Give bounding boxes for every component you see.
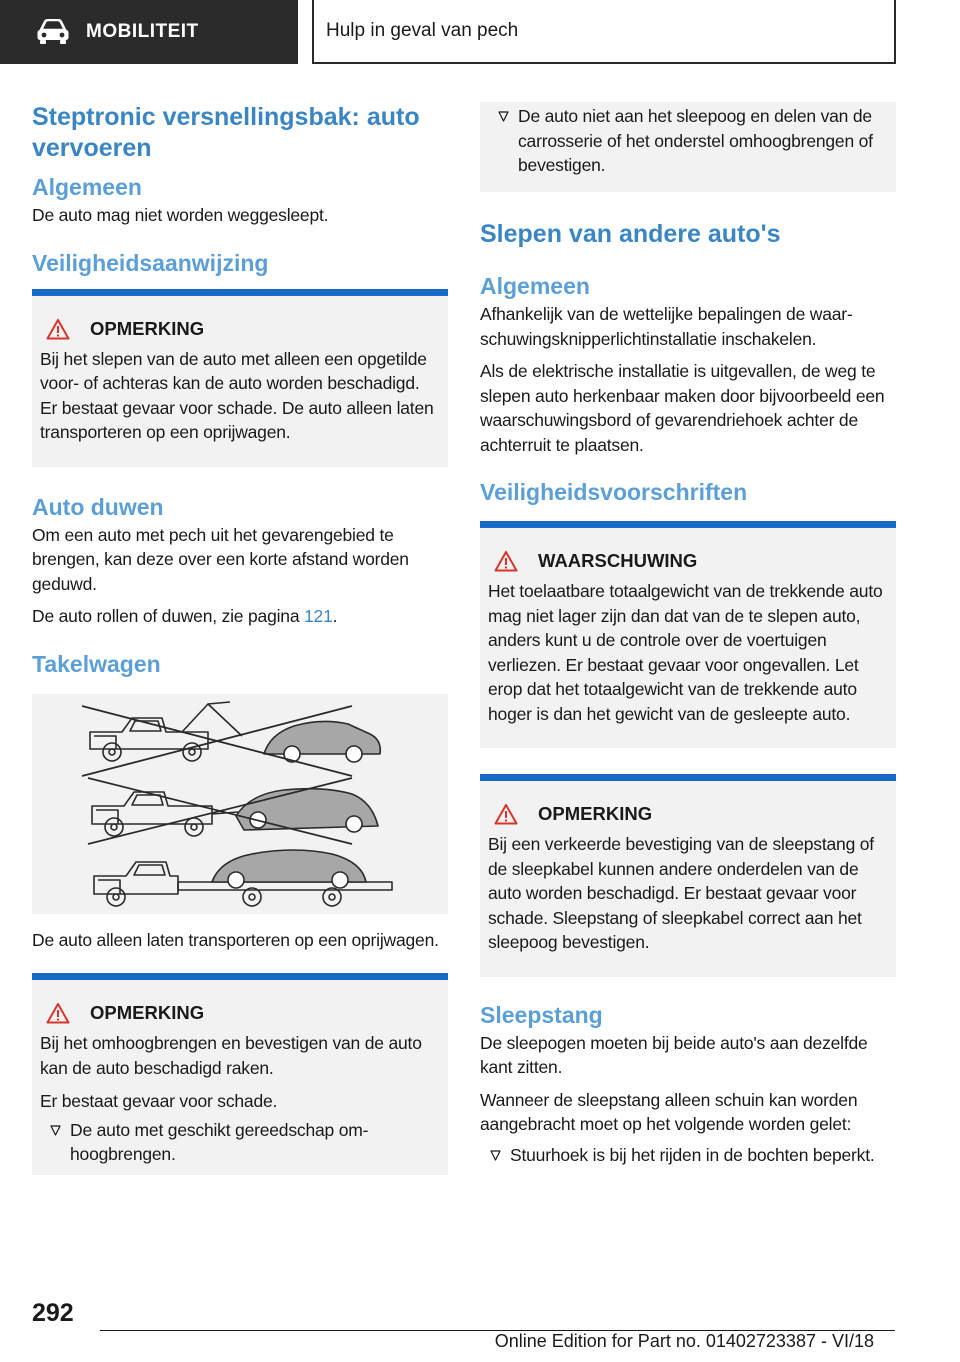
paragraph-sleepstang-1: De sleepogen moeten bij beide auto's aan dezelfde kant zitten. [480, 1032, 868, 1077]
ref-suffix: . [332, 606, 338, 626]
notice-header [40, 1001, 440, 1025]
page-link-121[interactable]: 121 [304, 606, 333, 626]
heading-takelwagen: Takelwagen [32, 650, 161, 677]
notice-label: OPMERKING [90, 317, 205, 339]
left-column [32, 102, 448, 1175]
list-item [40, 1118, 440, 1167]
heading-algemeen: Algemeen [32, 174, 142, 200]
notice-box-3 [480, 774, 896, 977]
page-number: 292 [32, 1299, 74, 1327]
bullet-triangle-icon [40, 1118, 70, 1167]
notice-text: Er bestaat gevaar voor schade. [40, 1091, 278, 1111]
warning-triangle-icon [494, 550, 518, 572]
section-label: MOBILITEIT [86, 21, 199, 42]
paragraph-sleepstang-2: Wanneer de sleepstang alleen schuin kan worden aangebracht moet op het volgende worden gelet: [480, 1089, 858, 1134]
warning-box [480, 521, 896, 748]
paragraph-algemeen: De auto mag niet worden weggesleept. [32, 205, 329, 225]
bullet-triangle-icon [488, 104, 518, 178]
warning-triangle-icon [46, 1002, 70, 1024]
section-title-slepen: Slepen van andere auto's [480, 220, 781, 248]
notice-text: Bij het omhoogbrengen en bevestigen van de auto kan de auto beschadigd raken. [40, 1033, 422, 1078]
list-item [488, 104, 888, 178]
notice-text: Bij een verkeerde bevestiging van de sleepstang of de sleepkabel kunnen andere onderdelen van de auto worden beschadigd. Er bestaat gevaar voor schade. Sleepstang of sleepkabel correct aan het sleepoog bevestigen. [488, 834, 874, 952]
car-icon [36, 19, 70, 45]
chapter-title: Hulp in geval van pech [312, 0, 896, 64]
notice-label: OPMERKING [90, 1002, 205, 1023]
notice-continuation [480, 102, 896, 192]
list-item [480, 1143, 896, 1168]
heading-veiligheidsvoorschriften: Veiligheidsvoorschriften [480, 479, 748, 505]
ref-prefix: De auto rollen of duwen, zie pagina [32, 606, 305, 626]
notice-label: OPMERKING [538, 803, 653, 824]
notice-box-2 [32, 973, 448, 1175]
paragraph-duwen: Om een auto met pech uit het gevarengebied te brengen, kan deze over een korte afstand worden geduwd. [32, 524, 409, 594]
heading-auto-duwen: Auto duwen [32, 493, 164, 520]
warning-label: WAARSCHUWING [538, 550, 698, 571]
section-title-transport: Steptronic versnellingsbak: auto vervoeren [32, 103, 420, 162]
paragraph-algemeen-2: Als de elektrische installatie is uitgevallen, de weg te slepen auto herkenbaar maken door bijvoorbeeld een waarschuwingsbord of gevarendriehoek achter de achterruit te plaatsen. [480, 361, 885, 455]
heading-sleepstang: Sleepstang [480, 1001, 603, 1028]
heading-algemeen: Algemeen [480, 273, 590, 299]
notice-header [488, 802, 888, 826]
notice-header [40, 317, 440, 341]
edition-note: Online Edition for Part no. 01402723387 - VI/18 [494, 1331, 874, 1351]
heading-veiligheidsaanwijzing: Veiligheidsaanwijzing [32, 249, 269, 276]
notice-box-1 [32, 289, 448, 467]
notice-text: Bij het slepen van de auto met alleen een opgetilde voor- of achteras kan de auto worden beschadigd. Er bestaat gevaar voor schade. De auto alleen laten transporteren op een oprijwagen. [40, 348, 434, 442]
list-item-text: De auto met geschikt gereedschap omhoogbrengen. [70, 1119, 369, 1164]
warning-text: Het toelaatbare totaalgewicht van de trekkende auto mag niet lager zijn dan dat van de te slepen auto, anders kunt u de controle over de voertuigen verliezen. Er bestaat gevaar voor ongevallen. Let erop dat het totaalgewicht van de trekkende auto hoger is dan het gewicht van de gesleepte auto. [488, 581, 883, 724]
tow-truck-drawing [32, 694, 448, 914]
tow-truck-illustration [32, 694, 448, 914]
paragraph-duwen-ref [32, 604, 448, 629]
warning-triangle-icon [46, 318, 70, 340]
paragraph-algemeen-1: Afhankelijk van de wettelijke bepalingen de waarschuwingsknipperlichtinstallatie inschakelen. [480, 304, 853, 349]
section-tab[interactable] [0, 0, 298, 64]
bullet-triangle-icon [480, 1143, 510, 1168]
list-item-text: Stuurhoek is bij het rijden in de bochten beperkt. [510, 1144, 875, 1165]
warning-header [488, 549, 888, 573]
figure-caption: De auto alleen laten transporteren op een oprijwagen. [32, 929, 439, 950]
warning-triangle-icon [494, 803, 518, 825]
list-item-text: De auto niet aan het sleepoog en delen van de carrosserie of het onderstel omhoogbrengen of bevestigen. [518, 106, 873, 175]
right-column [480, 102, 896, 1167]
